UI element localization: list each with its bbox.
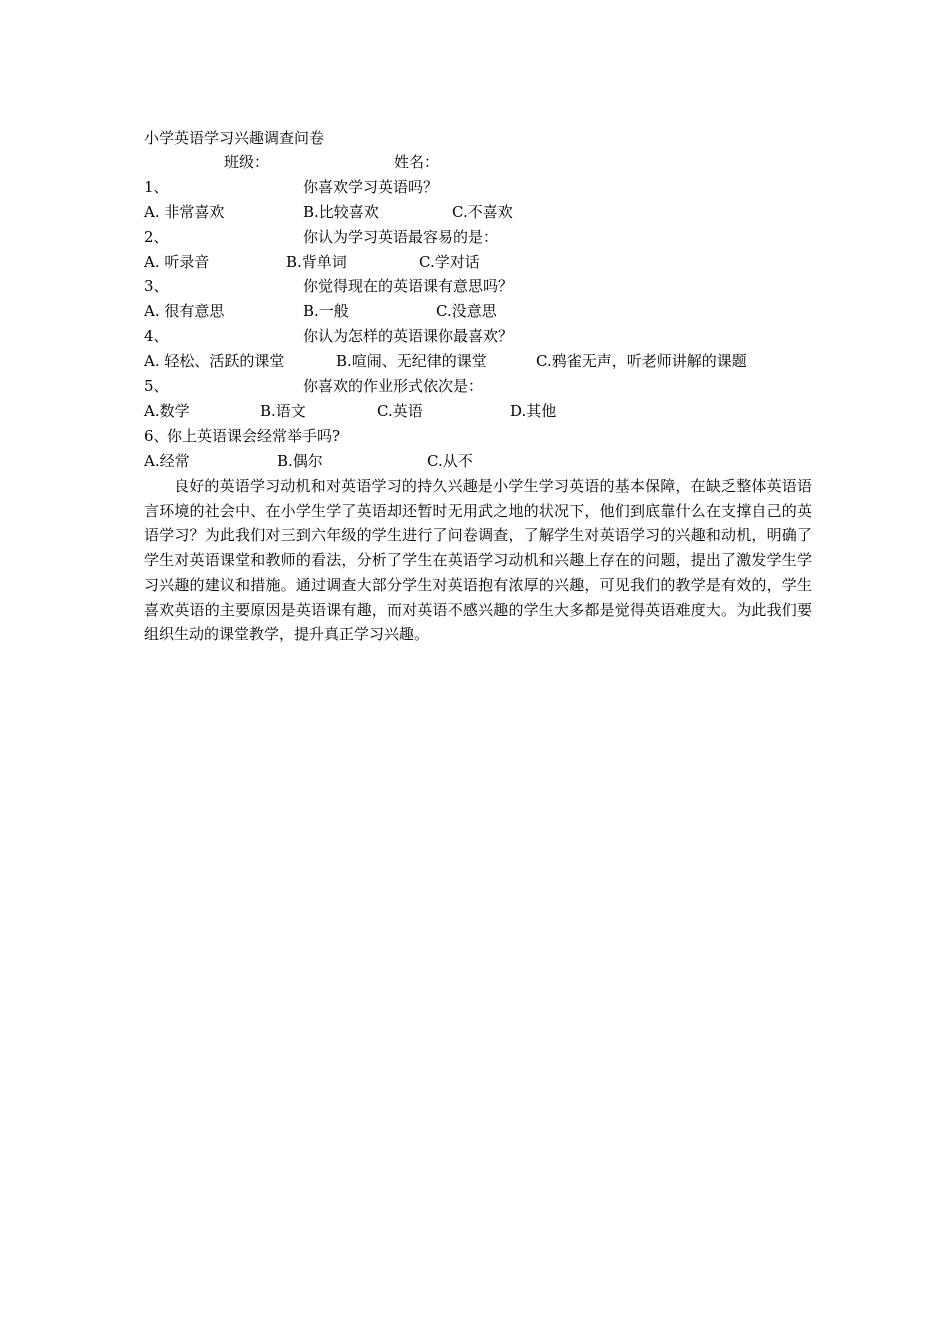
document-title: 小学英语学习兴趣调查问卷 <box>144 129 325 147</box>
question-6-option-a: A.经常 <box>144 452 190 470</box>
class-label: 班级： <box>224 153 270 171</box>
question-2-option-b: B.背单词 <box>286 253 347 271</box>
question-5-option-b: B.语文 <box>260 402 306 420</box>
question-6-option-c: C.从不 <box>427 452 473 470</box>
question-1-number: 1、 <box>144 178 169 196</box>
question-1-option-a: A. 非常喜欢 <box>144 203 225 221</box>
question-6-option-b: B.偶尔 <box>277 452 323 470</box>
question-6-text: 你上英语课会经常举手吗? <box>167 427 341 445</box>
question-2-option-c: C.学对话 <box>419 253 480 271</box>
question-2-option-a: A. 听录音 <box>144 253 210 271</box>
question-3-option-c: C.没意思 <box>436 302 497 320</box>
question-3-option-b: B.一般 <box>303 302 349 320</box>
question-4-option-b: B.喧闹、无纪律的课堂 <box>336 352 487 370</box>
question-1-option-c: C.不喜欢 <box>452 203 513 221</box>
question-5-number: 5、 <box>144 377 169 395</box>
question-4-text: 你认为怎样的英语课你最喜欢？ <box>303 327 514 345</box>
question-4-option-c: C.鸦雀无声，听老师讲解的课题 <box>536 352 747 370</box>
question-5-option-c: C.英语 <box>377 402 423 420</box>
question-2-number: 2、 <box>144 228 169 246</box>
question-3-text: 你觉得现在的英语课有意思吗？ <box>303 277 514 295</box>
summary-paragraph: 良好的英语学习动机和对英语学习的持久兴趣是小学生学习英语的基本保障，在缺乏整体英语语言环境的社会中、在小学生学了英语却还暂时无用武之地的状况下，他们到底靠什么在支撑自己的英语学习？为此我们对三到六年级的学生进行了问卷调查，了解学生对英语学习的兴趣和动机，明确了学生对英语课堂和教师的看法，分析了学生在英语学习动机和兴趣上存在的问题，提出了激发学生学习兴趣的建议和措施。通过调查大部分学生对英语抱有浓厚的兴趣，可见我们的教学是有效的，学生喜欢英语的主要原因是英语课有趣，而对英语不感兴趣的学生大多都是觉得英语难度大。为此我们要组织生动的课堂教学，提升真正学习兴趣。 <box>144 477 812 644</box>
question-5-option-a: A.数学 <box>144 402 190 420</box>
question-2-text: 你认为学习英语最容易的是： <box>303 228 499 246</box>
question-5-text: 你喜欢的作业形式依次是： <box>303 377 484 395</box>
name-label: 姓名： <box>394 153 440 171</box>
question-1-option-b: B.比较喜欢 <box>303 203 379 221</box>
question-5-option-d: D.其他 <box>510 402 557 420</box>
question-3-number: 3、 <box>144 277 169 295</box>
question-3-option-a: A. 很有意思 <box>144 302 225 320</box>
question-1-text: 你喜欢学习英语吗？ <box>303 178 439 196</box>
question-4-option-a: A. 轻松、活跃的课堂 <box>144 352 285 370</box>
question-6-number: 6、 <box>144 427 169 445</box>
question-4-number: 4、 <box>144 327 169 345</box>
